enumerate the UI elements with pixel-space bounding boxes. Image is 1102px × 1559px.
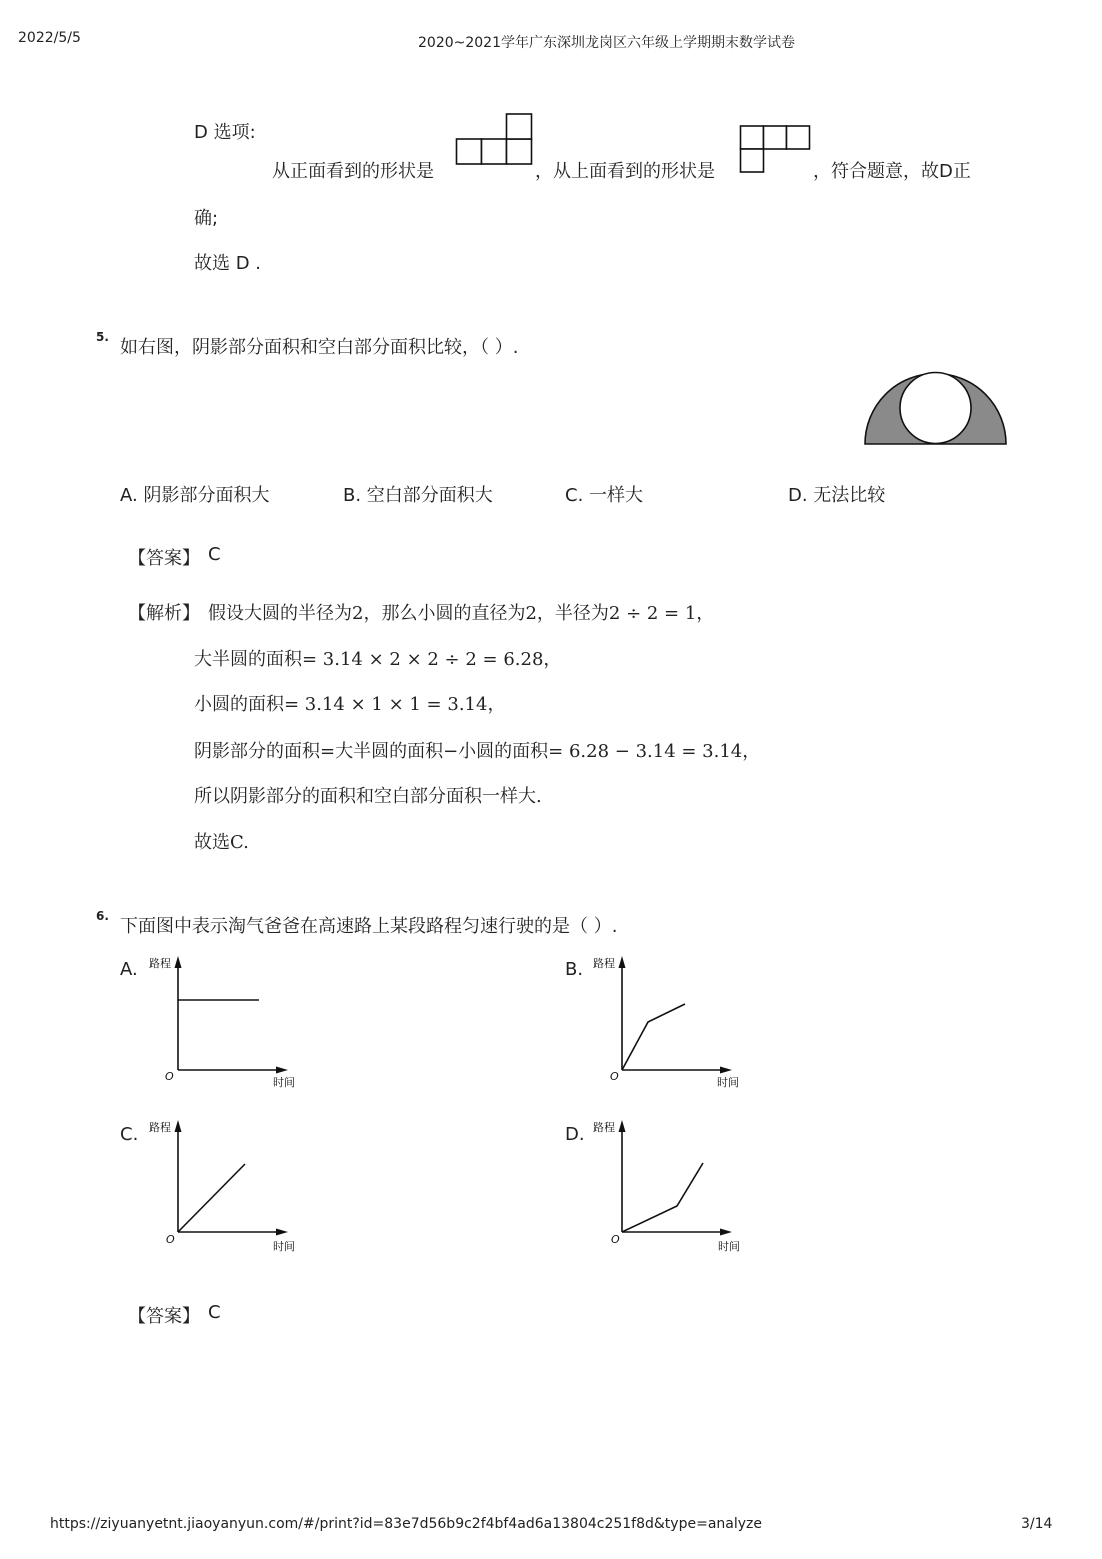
- option-b[interactable]: B. 空白部分面积大: [343, 485, 493, 506]
- question-stem: 如右图，阴影部分面积和空白部分面积比较，（ ）.: [120, 337, 519, 358]
- page-number: 3/14: [1021, 1516, 1053, 1532]
- print-date: 2022/5/5: [18, 30, 81, 46]
- graph-d-label[interactable]: D.: [565, 1124, 585, 1145]
- origin-label: O: [166, 1233, 175, 1246]
- graph-c: [146, 1116, 306, 1256]
- front-view-text: 从正面看到的形状是: [272, 161, 434, 182]
- analysis-line: 小圆的面积= 3.14 × 1 × 1 = 3.14，: [194, 694, 506, 715]
- y-axis-label: 路程: [593, 1121, 615, 1134]
- y-axis-label: 路程: [149, 957, 171, 970]
- analysis-label: 【解析】: [128, 603, 200, 624]
- answer-label: 【答案】: [128, 548, 200, 569]
- answer-value: C: [208, 1302, 221, 1323]
- x-axis-label: 时间: [717, 1076, 739, 1089]
- analysis-line: 所以阴影部分的面积和空白部分面积一样大.: [194, 786, 542, 807]
- origin-label: O: [611, 1233, 620, 1246]
- front-view-figure: [455, 113, 533, 167]
- graph-b: [590, 952, 750, 1092]
- analysis-line: 阴影部分的面积=大半圆的面积−小圆的面积= 6.28 − 3.14 = 3.14，: [194, 741, 761, 762]
- option-a[interactable]: A. 阴影部分面积大: [120, 485, 270, 506]
- option-d[interactable]: D. 无法比较: [788, 485, 886, 506]
- graph-a: [146, 952, 306, 1092]
- origin-label: O: [165, 1070, 174, 1083]
- y-axis-label: 路程: [149, 1121, 171, 1134]
- question-stem: 下面图中表示淘气爸爸在高速路上某段路程匀速行驶的是（ ）.: [120, 916, 618, 937]
- answer-value: C: [208, 544, 221, 565]
- answer-label: 【答案】: [128, 1306, 200, 1327]
- option-d-wrap-text: 确;: [194, 208, 219, 229]
- analysis-line: 故选C.: [194, 832, 249, 853]
- top-view-text: ，从上面看到的形状是: [535, 161, 715, 182]
- graph-c-label[interactable]: C.: [120, 1124, 139, 1145]
- analysis-line: 大半圆的面积= 3.14 × 2 × 2 ÷ 2 = 6.28，: [194, 649, 562, 670]
- semicircle-figure: [862, 368, 1010, 448]
- graph-b-label[interactable]: B.: [565, 959, 584, 980]
- graph-d: [590, 1116, 750, 1256]
- top-view-figure: [739, 125, 811, 173]
- prev-final-choice: 故选 D .: [194, 253, 262, 274]
- option-d-conclusion-text: ，符合题意，故D正: [813, 161, 971, 182]
- analysis-line: 假设大圆的半径为2，那么小圆的直径为2，半径为2 ÷ 2 = 1，: [208, 603, 715, 624]
- x-axis-label: 时间: [718, 1240, 740, 1253]
- origin-label: O: [610, 1070, 619, 1083]
- page-header-title: 2020~2021学年广东深圳龙岗区六年级上学期期末数学试卷: [418, 35, 795, 51]
- option-c[interactable]: C. 一样大: [565, 485, 644, 506]
- question-number: 5.: [96, 330, 109, 344]
- graph-a-label[interactable]: A.: [120, 959, 138, 980]
- option-d-label: D 选项:: [194, 122, 256, 143]
- question-number: 6.: [96, 909, 109, 923]
- x-axis-label: 时间: [273, 1076, 295, 1089]
- y-axis-label: 路程: [593, 957, 615, 970]
- x-axis-label: 时间: [273, 1240, 295, 1253]
- footer-url[interactable]: https://ziyuanyetnt.jiaoyanyun.com/#/print?id=83e7d56b9c2f4bf4ad6a13804c251f8d&type=analyze: [50, 1516, 762, 1532]
